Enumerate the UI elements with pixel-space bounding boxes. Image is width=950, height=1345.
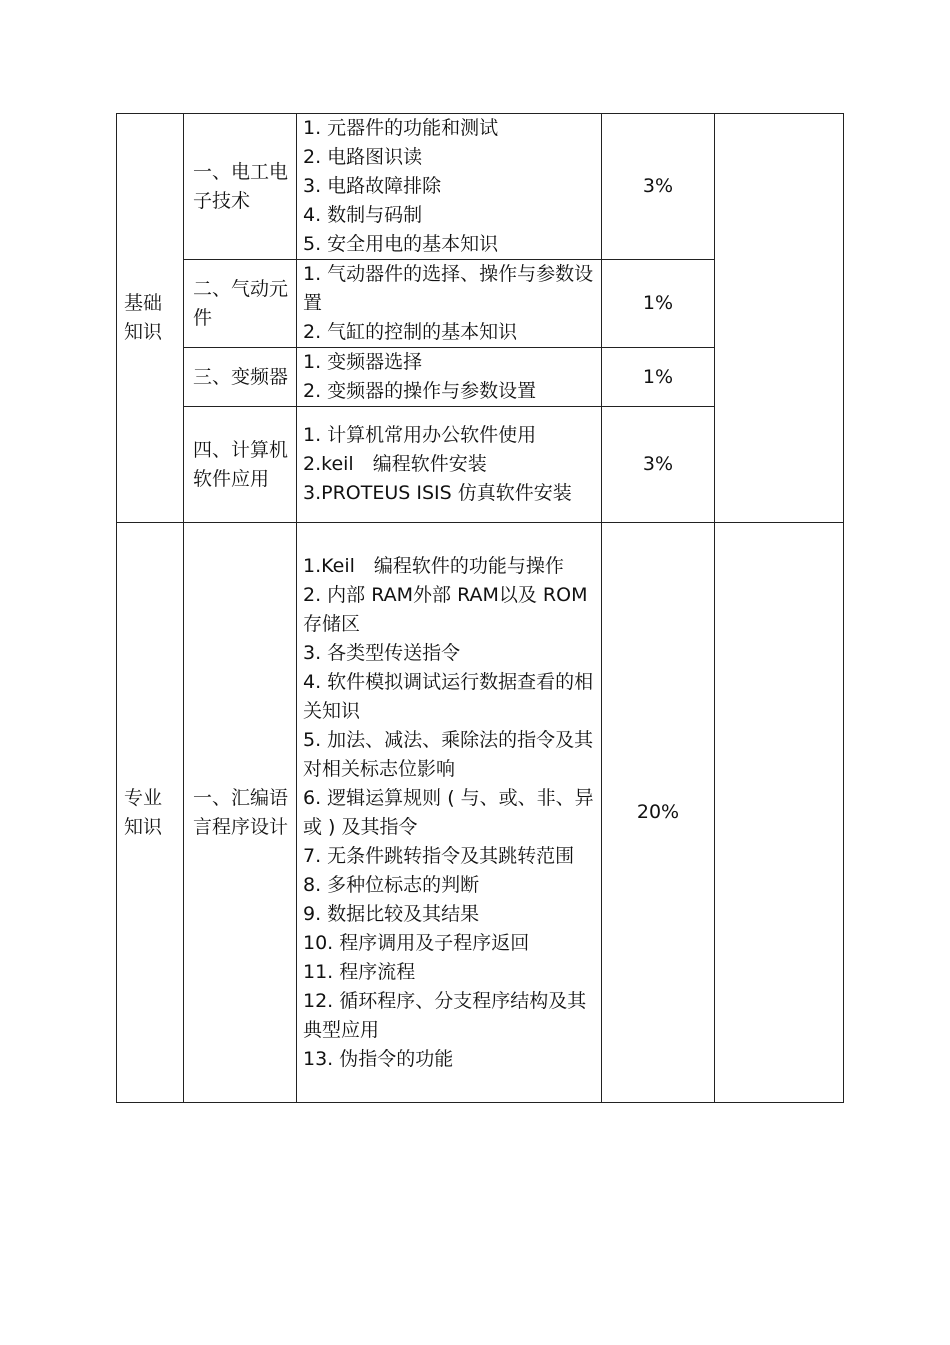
weight-cell: 1% <box>602 260 715 348</box>
knowledge-point: 5. 加法、减法、乘除法的指令及其对相关标志位影响 <box>303 728 594 780</box>
knowledge-point: 8. 多种位标志的判断 <box>303 873 480 896</box>
knowledge-points-cell <box>297 348 602 407</box>
knowledge-point: 10. 程序调用及子程序返回 <box>303 931 530 954</box>
module-name-cell: 三、变频器 <box>184 348 297 407</box>
knowledge-points-cell <box>297 114 602 260</box>
module-name-cell: 一、电工电子技术 <box>184 114 297 260</box>
knowledge-points-cell <box>297 523 602 1103</box>
knowledge-point: 2. 内部 RAM外部 RAM以及 ROM存储区 <box>303 583 588 635</box>
category-cell: 基础知识 <box>117 114 184 523</box>
knowledge-point: 9. 数据比较及其结果 <box>303 902 480 925</box>
knowledge-point: 3. 电路故障排除 <box>303 175 442 197</box>
knowledge-point: 4. 数制与码制 <box>303 204 423 226</box>
knowledge-point: 1. 气动器件的选择、操作与参数设置 <box>303 263 594 314</box>
knowledge-point: 4. 软件模拟调试运行数据查看的相关知识 <box>303 670 594 722</box>
knowledge-point: 2. 变频器的操作与参数设置 <box>303 380 537 402</box>
syllabus-table <box>116 113 844 1103</box>
knowledge-point: 5. 安全用电的基本知识 <box>303 233 499 255</box>
module-name-cell: 二、气动元件 <box>184 260 297 348</box>
knowledge-point: 2. 电路图识读 <box>303 146 423 168</box>
knowledge-point: 2. 气缸的控制的基本知识 <box>303 321 518 343</box>
knowledge-point: 6. 逻辑运算规则 ( 与、或、非、异或 ) 及其指令 <box>303 786 594 838</box>
table-row <box>117 523 844 1103</box>
knowledge-point: 12. 循环程序、分支程序结构及其典型应用 <box>303 989 587 1041</box>
table-row <box>117 114 844 260</box>
weight-cell: 20% <box>602 523 715 1103</box>
weight-cell: 3% <box>602 114 715 260</box>
weight-cell: 1% <box>602 348 715 407</box>
knowledge-point: 7. 无条件跳转指令及其跳转范围 <box>303 844 575 867</box>
empty-cell <box>715 114 844 523</box>
weight-cell: 3% <box>602 407 715 523</box>
module-name-cell: 四、计算机软件应用 <box>184 407 297 523</box>
knowledge-point: 13. 伪指令的功能 <box>303 1047 454 1070</box>
module-name-cell: 一、汇编语言程序设计 <box>184 523 297 1103</box>
knowledge-points-cell <box>297 260 602 348</box>
knowledge-point: 11. 程序流程 <box>303 960 416 983</box>
knowledge-point: 3.PROTEUS ISIS 仿真软件安装 <box>303 482 572 504</box>
category-cell: 专业知识 <box>117 523 184 1103</box>
knowledge-point: 1. 元器件的功能和测试 <box>303 117 499 139</box>
knowledge-point: 3. 各类型传送指令 <box>303 641 461 664</box>
knowledge-points-cell <box>297 407 602 523</box>
knowledge-point: 1.Keil 编程软件的功能与操作 <box>303 554 564 577</box>
knowledge-point: 1. 变频器选择 <box>303 351 423 373</box>
knowledge-point: 2.keil 编程软件安装 <box>303 453 487 475</box>
empty-cell <box>715 523 844 1103</box>
knowledge-point: 1. 计算机常用办公软件使用 <box>303 424 537 446</box>
